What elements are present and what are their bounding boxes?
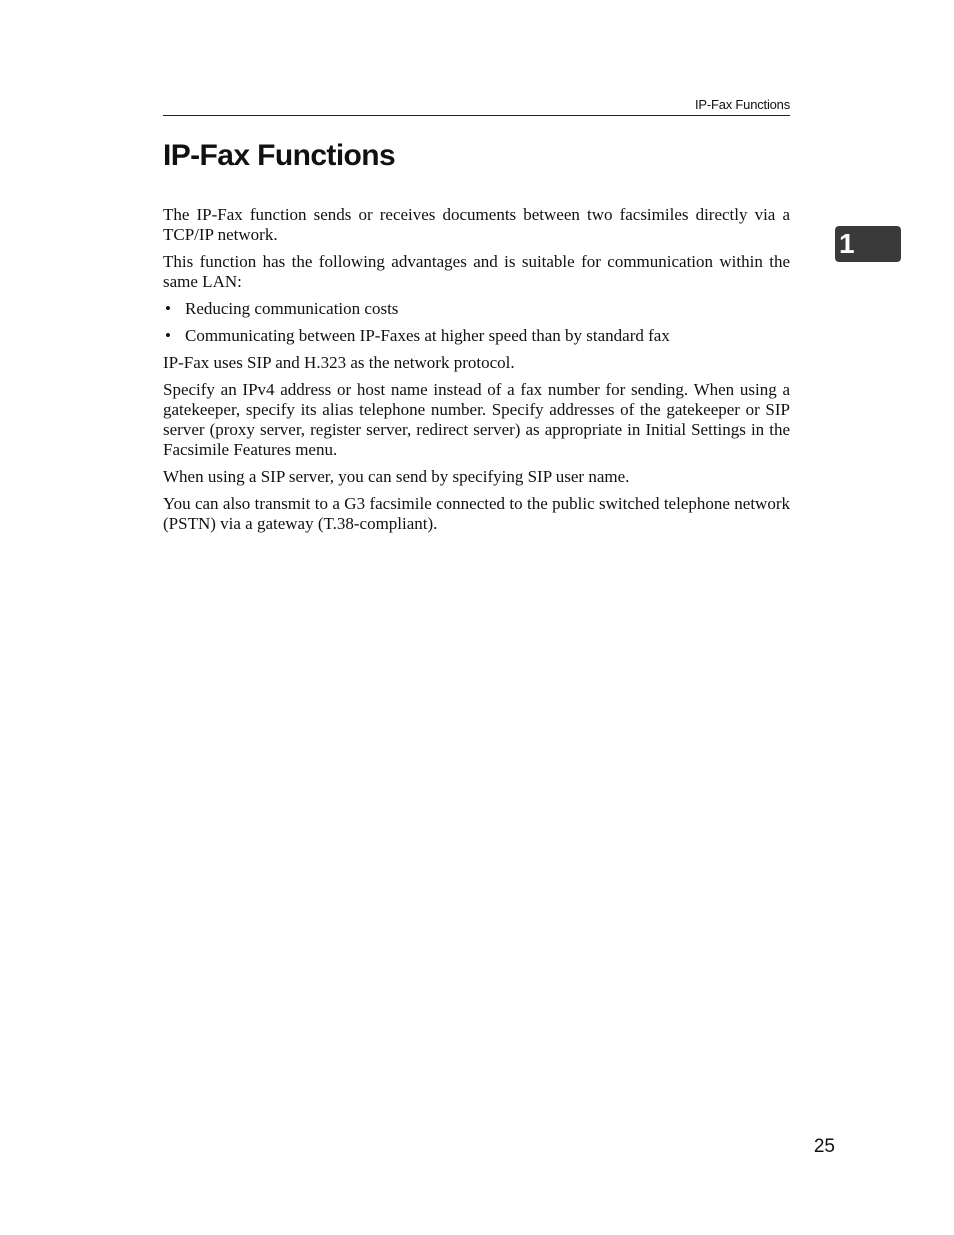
advantages-paragraph: This function has the following advantages and is suitable for communication within the same LAN:	[163, 252, 790, 291]
running-header	[163, 96, 790, 116]
advantages-list	[163, 299, 790, 346]
address-paragraph: Specify an IPv4 address or host name instead of a fax number for sending. When using a gatekeeper, specify its alias telephone number. Specify addresses of the gatekeeper or SIP server (proxy server, register server, redirect server) as appropriate in Initial Settings in the Facsimile Features menu.	[163, 380, 790, 459]
chapter-tab	[835, 226, 901, 262]
gateway-paragraph: You can also transmit to a G3 facsimile connected to the public switched telephone network (PSTN) via a gateway (T.38-compliant).	[163, 494, 790, 533]
list-item	[163, 326, 790, 346]
page-title: IP-Fax Functions	[163, 139, 396, 172]
list-item-text: Communicating between IP-Faxes at higher speed than by standard fax	[185, 326, 670, 345]
bullet-icon: •	[165, 326, 171, 345]
chapter-number: 1	[839, 228, 855, 259]
intro-paragraph: The IP-Fax function sends or receives documents between two facsimiles directly via a TCP/IP network.	[163, 205, 790, 244]
body-text	[163, 205, 790, 541]
page-number: 25	[813, 1136, 835, 1157]
list-item	[163, 299, 790, 319]
bullet-icon: •	[165, 299, 171, 318]
sip-paragraph: When using a SIP server, you can send by specifying SIP user name.	[163, 467, 630, 486]
protocol-paragraph: IP-Fax uses SIP and H.323 as the network protocol.	[163, 353, 515, 372]
running-header-title: IP-Fax Functions	[694, 97, 790, 112]
list-item-text: Reducing communication costs	[185, 299, 399, 318]
